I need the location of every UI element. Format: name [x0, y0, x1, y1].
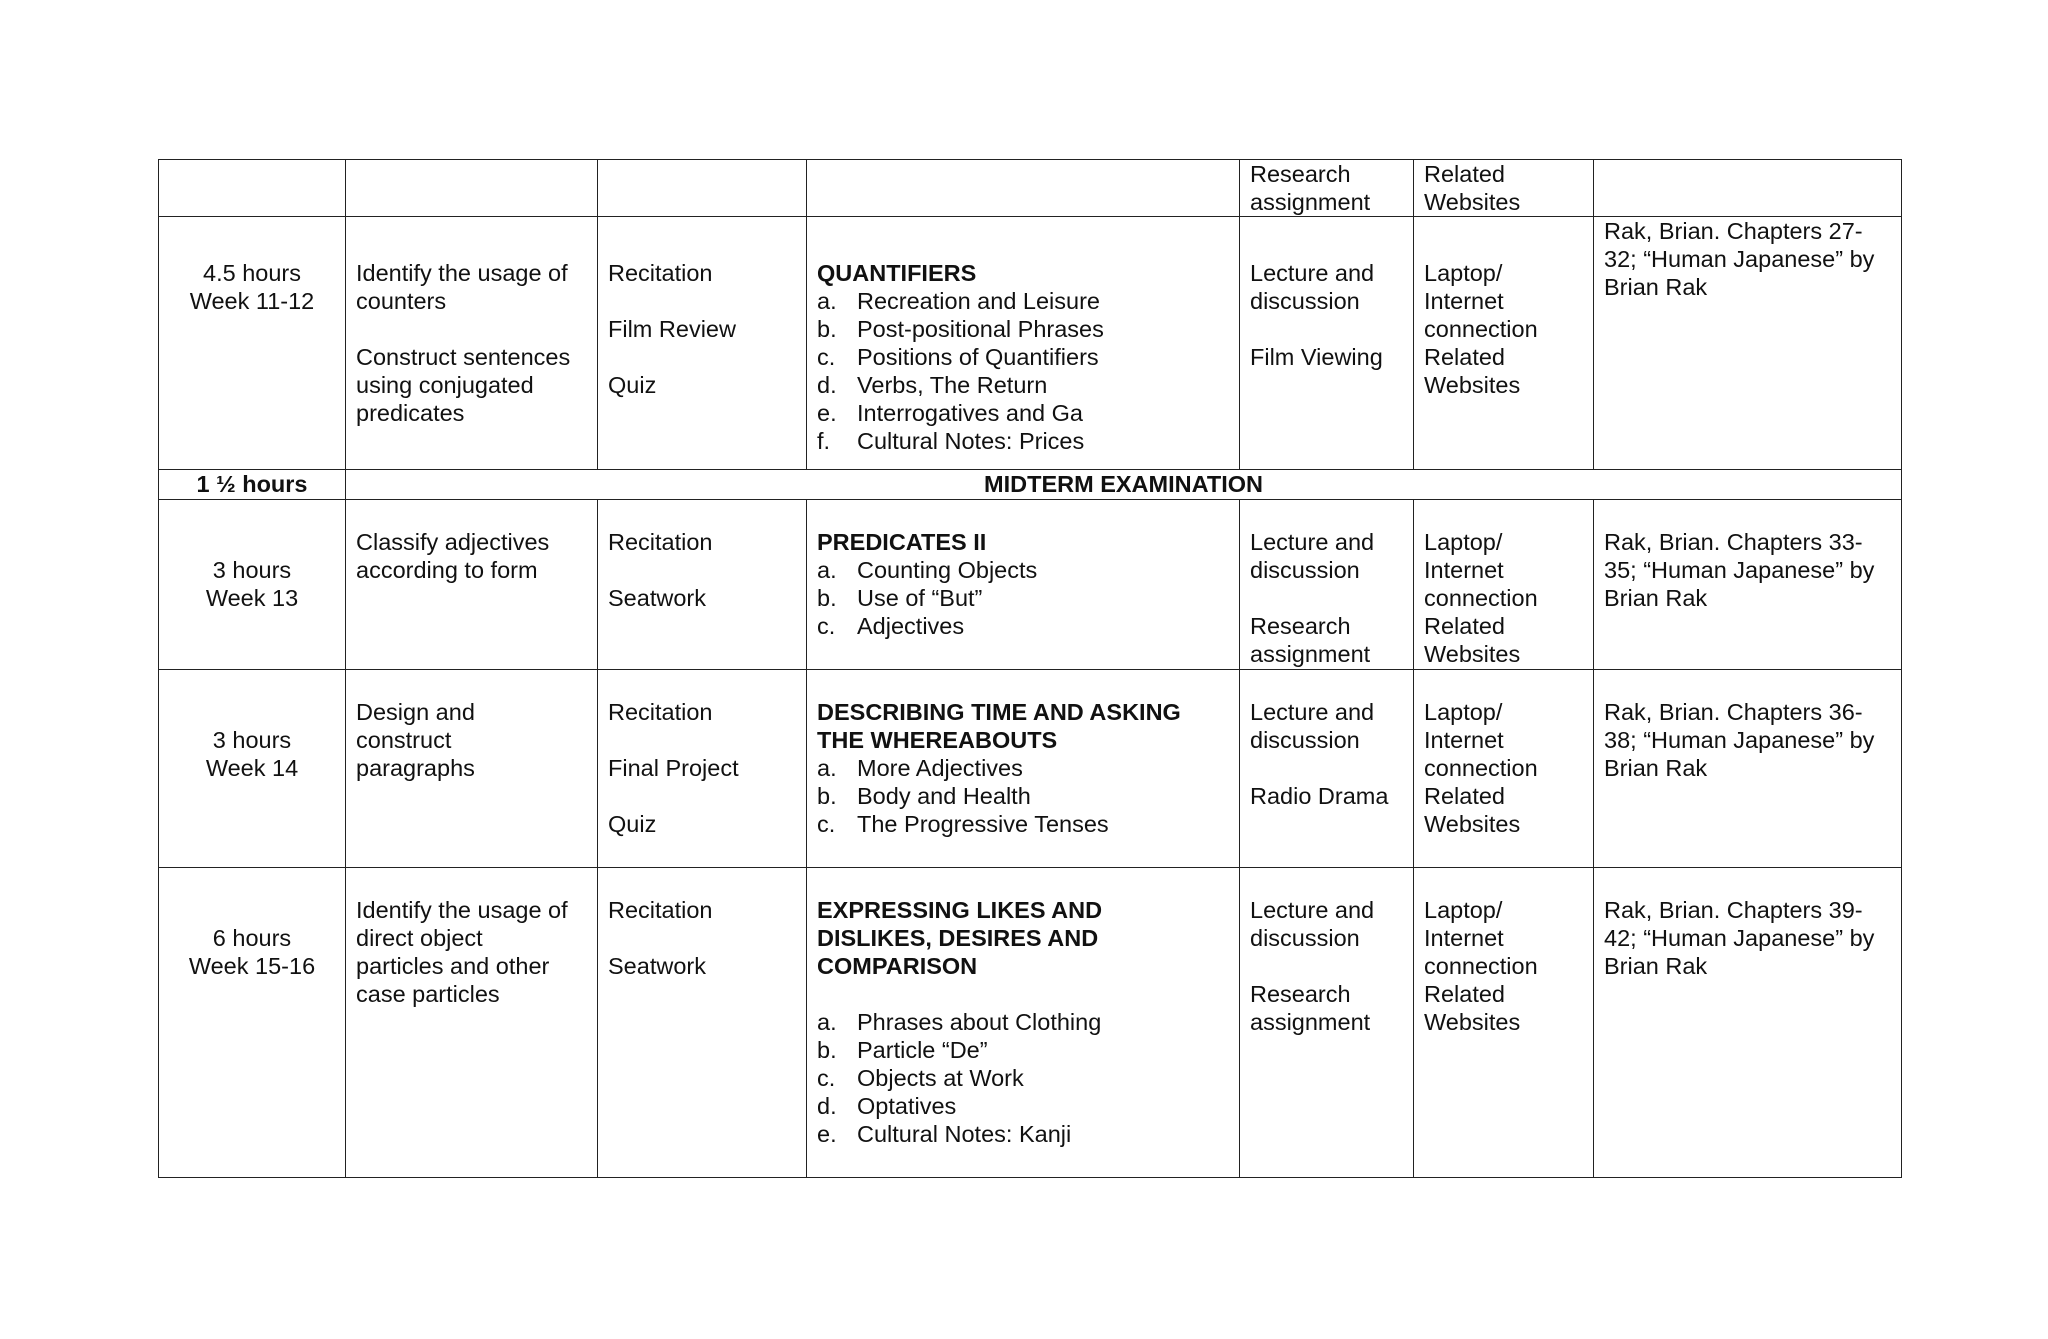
topic-list [817, 556, 1229, 640]
list-item [817, 315, 1229, 343]
line-spacer [169, 160, 335, 188]
cell-line: Internet [1424, 925, 1504, 951]
list-marker: b. [817, 585, 837, 611]
cell-line: Recitation [608, 529, 713, 555]
cell-line: Related [1424, 783, 1505, 809]
cell-line: Recitation [608, 699, 713, 725]
cell-line: Recitation [608, 260, 713, 286]
assessment-cell [598, 217, 807, 470]
cell-line: Related [1424, 344, 1505, 370]
learning-outcomes-cell [346, 160, 598, 217]
list-item-text: Verbs, The Return [857, 372, 1048, 398]
list-marker: e. [817, 400, 837, 426]
cell-line: connection [1424, 585, 1538, 611]
cell-line: connection [1424, 316, 1538, 342]
list-marker: f. [817, 428, 831, 454]
line-spacer [817, 980, 1229, 1008]
list-item-text: Objects at Work [857, 1065, 1024, 1091]
references-cell [1594, 217, 1902, 470]
cell-line: Week 11-12 [189, 288, 315, 314]
cell-line: Week 15-16 [188, 953, 316, 979]
cell-line: assignment [1250, 1009, 1371, 1035]
cell-line: 42; “Human Japanese” by [1604, 925, 1875, 951]
time-allotment-cell [159, 500, 346, 670]
line-spacer [356, 315, 587, 343]
cell-line: Final Project [608, 755, 739, 781]
list-item [817, 1064, 1229, 1092]
cell-line: 32; “Human Japanese” by [1604, 246, 1875, 272]
topic-list [817, 287, 1229, 455]
list-item-text: Interrogatives and Ga [857, 400, 1083, 426]
cell-line: 38; “Human Japanese” by [1604, 727, 1875, 753]
list-marker: d. [817, 1093, 837, 1119]
cell-line: Internet [1424, 557, 1504, 583]
cell-line: Rak, Brian. Chapters 39- [1604, 897, 1863, 923]
time-allotment-cell [159, 217, 346, 470]
cell-line: Internet [1424, 727, 1504, 753]
cell-line: 3 hours [212, 557, 292, 583]
list-item-text: Use of “But” [857, 585, 983, 611]
line-spacer [1250, 584, 1403, 612]
cell-line: Design and [356, 699, 475, 725]
table-row [159, 868, 1902, 1178]
list-item [817, 399, 1229, 427]
list-item-text: Recreation and Leisure [857, 288, 1100, 314]
cell-line: assignment [1250, 641, 1371, 667]
list-item-text: More Adjectives [857, 755, 1023, 781]
cell-line: direct object [356, 925, 483, 951]
line-spacer [608, 924, 796, 952]
cell-line: QUANTIFIERS [817, 260, 977, 286]
cell-line: Brian Rak [1604, 953, 1708, 979]
cell-line: Week 13 [205, 585, 299, 611]
line-spacer [1250, 315, 1403, 343]
cell-line: Related [1424, 161, 1505, 187]
cell-line: Rak, Brian. Chapters 33- [1604, 529, 1863, 555]
time-allotment-cell [159, 160, 346, 217]
cell-line: particles and other [356, 953, 550, 979]
cell-line: Internet [1424, 288, 1504, 314]
list-marker: a. [817, 557, 837, 583]
midterm-time: 1 ½ hours [159, 470, 346, 500]
line-spacer [1250, 754, 1403, 782]
list-item-text: Counting Objects [857, 557, 1038, 583]
line-spacer [169, 188, 335, 216]
list-item [817, 1092, 1229, 1120]
list-item-text: Cultural Notes: Prices [857, 428, 1085, 454]
list-marker: b. [817, 1037, 837, 1063]
cell-line: Identify the usage of [356, 897, 568, 923]
list-item-text: Positions of Quantifiers [857, 344, 1099, 370]
syllabus-table [158, 159, 1902, 1178]
learning-outcomes-cell [346, 670, 598, 868]
table-row [159, 500, 1902, 670]
list-item [817, 1036, 1229, 1064]
midterm-label: MIDTERM EXAMINATION [346, 470, 1902, 500]
list-item [817, 287, 1229, 315]
cell-line: Research [1250, 613, 1351, 639]
line-spacer [608, 343, 796, 371]
references-cell [1594, 670, 1902, 868]
list-item [817, 612, 1229, 640]
cell-line: PREDICATES II [817, 529, 987, 555]
course-content-cell [807, 500, 1240, 670]
cell-line: Laptop/ [1424, 529, 1503, 555]
list-item-text: Cultural Notes: Kanji [857, 1121, 1072, 1147]
cell-line: Research [1250, 981, 1351, 1007]
list-marker: d. [817, 372, 837, 398]
cell-line: 4.5 hours [203, 260, 301, 286]
cell-line: discussion [1250, 557, 1360, 583]
list-marker: c. [817, 344, 836, 370]
learning-outcomes-cell [346, 868, 598, 1178]
cell-line: DISLIKES, DESIRES AND [817, 925, 1099, 951]
table-row [159, 217, 1902, 470]
list-item [817, 427, 1229, 455]
line-spacer [608, 556, 796, 584]
learning-outcomes-cell [346, 217, 598, 470]
cell-line: Radio Drama [1250, 783, 1389, 809]
cell-line: counters [356, 288, 447, 314]
list-item-text: The Progressive Tenses [857, 811, 1109, 837]
cell-line: 3 hours [212, 727, 292, 753]
cell-line: assignment [1250, 189, 1371, 215]
time-allotment-cell [159, 670, 346, 868]
learning-outcomes-cell [346, 500, 598, 670]
cell-line: Research [1250, 161, 1351, 187]
assessment-cell [598, 670, 807, 868]
cell-line: Laptop/ [1424, 260, 1503, 286]
resources-cell [1414, 160, 1594, 217]
cell-line: Websites [1424, 189, 1521, 215]
assessment-cell [598, 868, 807, 1178]
cell-line: Laptop/ [1424, 897, 1503, 923]
cell-line: Lecture and [1250, 699, 1375, 725]
cell-line: Identify the usage of [356, 260, 568, 286]
list-item-text: Particle “De” [857, 1037, 988, 1063]
cell-line: Brian Rak [1604, 755, 1708, 781]
cell-line: Websites [1424, 641, 1521, 667]
cell-line: Lecture and [1250, 529, 1375, 555]
table-row [159, 670, 1902, 868]
cell-line: Related [1424, 613, 1505, 639]
list-item [817, 1008, 1229, 1036]
resources-cell [1414, 500, 1594, 670]
topic-list [817, 1008, 1229, 1148]
cell-line: Related [1424, 981, 1505, 1007]
cell-line: Classify adjectives [356, 529, 550, 555]
cell-line: case particles [356, 981, 500, 1007]
list-item [817, 584, 1229, 612]
list-marker: c. [817, 811, 836, 837]
teaching-method-cell [1240, 217, 1414, 470]
time-allotment-cell [159, 868, 346, 1178]
cell-line: THE WHEREABOUTS [817, 727, 1058, 753]
cell-line: 35; “Human Japanese” by [1604, 557, 1875, 583]
cell-line: Recitation [608, 897, 713, 923]
cell-line: construct [356, 727, 452, 753]
list-item [817, 782, 1229, 810]
references-cell [1594, 868, 1902, 1178]
references-cell [1594, 500, 1902, 670]
list-item [817, 371, 1229, 399]
assessment-cell [598, 500, 807, 670]
assessment-cell [598, 160, 807, 217]
line-spacer [1250, 952, 1403, 980]
cell-line: COMPARISON [817, 953, 978, 979]
list-marker: c. [817, 613, 836, 639]
cell-line: Websites [1424, 1009, 1521, 1035]
list-item-text: Body and Health [857, 783, 1031, 809]
teaching-method-cell [1240, 868, 1414, 1178]
list-marker: a. [817, 755, 837, 781]
cell-line: Websites [1424, 811, 1521, 837]
cell-line: Week 14 [205, 755, 299, 781]
list-item-text: Optatives [857, 1093, 957, 1119]
resources-cell [1414, 868, 1594, 1178]
list-marker: a. [817, 1009, 837, 1035]
topic-list [817, 754, 1229, 838]
course-content-cell [807, 670, 1240, 868]
cell-line: connection [1424, 953, 1538, 979]
references-cell [1594, 160, 1902, 217]
cell-line: discussion [1250, 925, 1360, 951]
list-item [817, 810, 1229, 838]
list-marker: b. [817, 783, 837, 809]
cell-line: according to form [356, 557, 538, 583]
cell-line: Construct sentences [356, 344, 571, 370]
cell-line: using conjugated [356, 372, 534, 398]
list-item [817, 556, 1229, 584]
midterm-row [159, 470, 1902, 500]
list-marker: b. [817, 316, 837, 342]
cell-line: Laptop/ [1424, 699, 1503, 725]
cell-line: Brian Rak [1604, 585, 1708, 611]
syllabus-table-body [159, 160, 1902, 1178]
line-spacer [608, 726, 796, 754]
cell-line: Seatwork [608, 585, 706, 611]
teaching-method-cell [1240, 160, 1414, 217]
cell-line: discussion [1250, 288, 1360, 314]
cell-line: Lecture and [1250, 897, 1375, 923]
cell-line: predicates [356, 400, 465, 426]
list-item-text: Post-positional Phrases [857, 316, 1104, 342]
cell-line: DESCRIBING TIME AND ASKING [817, 699, 1181, 725]
cell-line: Film Review [608, 316, 736, 342]
list-marker: c. [817, 1065, 836, 1091]
course-content-cell [807, 160, 1240, 217]
table-row [159, 160, 1902, 217]
list-item-text: Adjectives [857, 613, 965, 639]
cell-line: EXPRESSING LIKES AND [817, 897, 1103, 923]
cell-line: Quiz [608, 372, 657, 398]
cell-line: 6 hours [212, 925, 292, 951]
teaching-method-cell [1240, 500, 1414, 670]
line-spacer [608, 287, 796, 315]
cell-line: Seatwork [608, 953, 706, 979]
list-item-text: Phrases about Clothing [857, 1009, 1102, 1035]
resources-cell [1414, 670, 1594, 868]
cell-line: Brian Rak [1604, 274, 1708, 300]
course-content-cell [807, 868, 1240, 1178]
cell-line: Quiz [608, 811, 657, 837]
cell-line: Lecture and [1250, 260, 1375, 286]
cell-line: Websites [1424, 372, 1521, 398]
list-item [817, 1120, 1229, 1148]
list-marker: a. [817, 288, 837, 314]
cell-line: connection [1424, 755, 1538, 781]
cell-line: discussion [1250, 727, 1360, 753]
teaching-method-cell [1240, 670, 1414, 868]
list-marker: e. [817, 1121, 837, 1147]
cell-line: paragraphs [356, 755, 475, 781]
list-item [817, 754, 1229, 782]
cell-line: Rak, Brian. Chapters 27- [1604, 218, 1863, 244]
cell-line: Film Viewing [1250, 344, 1383, 370]
course-content-cell [807, 217, 1240, 470]
resources-cell [1414, 217, 1594, 470]
cell-line: Rak, Brian. Chapters 36- [1604, 699, 1863, 725]
list-item [817, 343, 1229, 371]
line-spacer [608, 782, 796, 810]
